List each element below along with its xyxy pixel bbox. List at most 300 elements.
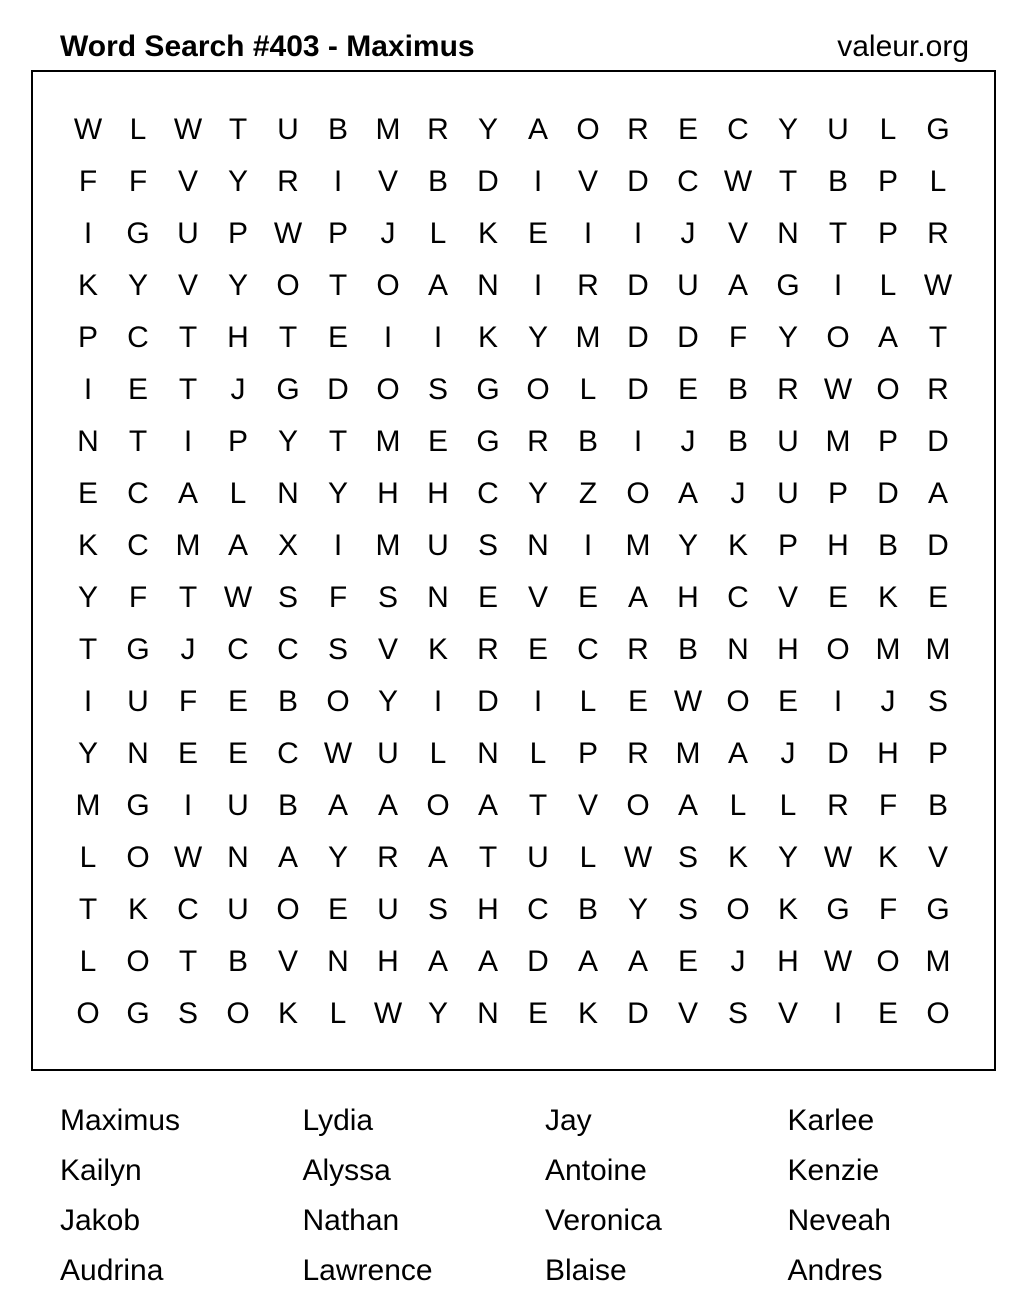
grid-letter: S <box>377 581 398 614</box>
grid-letter: H <box>677 581 699 614</box>
grid-letter: W <box>323 737 353 770</box>
grid-letter: S <box>427 893 448 926</box>
grid-letter: A <box>177 477 198 510</box>
grid-letter: V <box>177 269 198 302</box>
grid-letter: H <box>227 321 249 354</box>
grid-letter: D <box>627 373 649 406</box>
grid-letter: G <box>776 269 800 302</box>
grid-letter: B <box>877 529 898 562</box>
grid-letter: J <box>880 685 896 718</box>
grid-letter: Y <box>427 997 448 1030</box>
grid-letter: K <box>777 893 798 926</box>
grid-letter: W <box>223 581 253 614</box>
grid-letter: L <box>429 737 447 770</box>
grid-letter: W <box>273 217 303 250</box>
grid-letter: D <box>827 737 849 770</box>
grid-letter: A <box>527 113 548 146</box>
grid-letter: U <box>827 113 849 146</box>
grid-letter: B <box>927 789 948 822</box>
word-list-item: Andres <box>787 1254 883 1287</box>
grid-letter: O <box>426 789 450 822</box>
grid-letter: M <box>375 425 401 458</box>
grid-letter: B <box>327 113 348 146</box>
grid-letter: G <box>126 789 150 822</box>
word-list-item: Maximus <box>60 1104 181 1137</box>
grid-letter: U <box>427 529 449 562</box>
grid-letter: N <box>527 529 549 562</box>
grid-letter: B <box>727 425 748 458</box>
grid-letter: C <box>127 529 149 562</box>
grid-letter: J <box>780 737 796 770</box>
grid-letter: W <box>173 841 203 874</box>
grid-letter: A <box>327 789 348 822</box>
grid-letter: K <box>427 633 448 666</box>
grid-letter: S <box>927 685 948 718</box>
grid-letter: U <box>377 737 399 770</box>
grid-letter: K <box>477 321 498 354</box>
grid-letter: I <box>633 425 643 458</box>
grid-letter: J <box>180 633 196 666</box>
grid-letter: O <box>576 113 600 146</box>
grid-letter: A <box>727 269 748 302</box>
grid-letter: N <box>327 945 349 978</box>
grid-letter: D <box>477 165 499 198</box>
word-list-item: Lawrence <box>302 1254 433 1287</box>
grid-letter: T <box>228 113 248 146</box>
grid-letter: G <box>126 217 150 250</box>
grid-letter: K <box>877 581 898 614</box>
grid-letter: F <box>128 165 148 198</box>
grid-letter: H <box>427 477 449 510</box>
grid-letter: K <box>77 529 98 562</box>
grid-letter: Y <box>327 477 348 510</box>
grid-letter: A <box>477 945 498 978</box>
grid-letter: R <box>527 425 549 458</box>
grid-letter: O <box>326 685 350 718</box>
grid-letter: I <box>533 269 543 302</box>
grid-letter: W <box>73 113 103 146</box>
grid-letter: M <box>875 633 901 666</box>
grid-letter: I <box>633 217 643 250</box>
grid-letter: Y <box>327 841 348 874</box>
grid-letter: R <box>377 841 399 874</box>
grid-letter: C <box>677 165 699 198</box>
grid-letter: R <box>627 737 649 770</box>
grid-letter: H <box>877 737 899 770</box>
grid-letter: A <box>877 321 898 354</box>
grid-letter: C <box>277 737 299 770</box>
grid-letter: V <box>277 945 298 978</box>
grid-letter: W <box>173 113 203 146</box>
grid-letter: E <box>527 633 548 666</box>
word-list-item: Antoine <box>545 1154 647 1187</box>
grid-letter: E <box>327 893 348 926</box>
grid-letter: R <box>927 373 949 406</box>
grid-letter: M <box>925 945 951 978</box>
grid-letter: I <box>83 373 93 406</box>
grid-letter: I <box>583 217 593 250</box>
word-list-item: Alyssa <box>302 1154 391 1187</box>
grid-letter: O <box>226 997 250 1030</box>
grid-letter: S <box>677 841 698 874</box>
grid-letter: S <box>477 529 498 562</box>
grid-letter: K <box>77 269 98 302</box>
grid-letter: E <box>477 581 498 614</box>
grid-letter: N <box>477 737 499 770</box>
grid-letter: P <box>577 737 598 770</box>
grid-letter: P <box>927 737 948 770</box>
grid-letter: E <box>527 997 548 1030</box>
grid-letter: I <box>83 217 93 250</box>
grid-letter: Y <box>777 321 798 354</box>
grid-letter: M <box>175 529 201 562</box>
grid-letter: E <box>877 997 898 1030</box>
grid-letter: E <box>827 581 848 614</box>
grid-letter: J <box>730 477 746 510</box>
grid-letter: R <box>627 633 649 666</box>
grid-letter: U <box>677 269 699 302</box>
grid-letter: P <box>877 217 898 250</box>
grid-letter: E <box>527 217 548 250</box>
grid-letter: D <box>527 945 549 978</box>
grid-letter: D <box>627 165 649 198</box>
grid-letter: L <box>779 789 797 822</box>
grid-letter: E <box>677 113 698 146</box>
grid-letter: G <box>126 633 150 666</box>
grid-letter: J <box>230 373 246 406</box>
grid-letter: T <box>828 217 848 250</box>
grid-letter: H <box>377 477 399 510</box>
grid-letter: B <box>827 165 848 198</box>
grid-letter: O <box>126 841 150 874</box>
grid-letter: Y <box>527 321 548 354</box>
grid-letter: L <box>879 269 897 302</box>
grid-letter: Y <box>227 269 248 302</box>
grid-letter: R <box>577 269 599 302</box>
grid-letter: Y <box>477 113 498 146</box>
grid-letter: E <box>627 685 648 718</box>
grid-letter: G <box>826 893 850 926</box>
grid-letter: E <box>177 737 198 770</box>
grid-letter: B <box>277 789 298 822</box>
grid-letter: G <box>476 373 500 406</box>
grid-letter: I <box>83 685 93 718</box>
grid-letter: C <box>127 477 149 510</box>
grid-letter: V <box>177 165 198 198</box>
grid-letter: V <box>727 217 748 250</box>
grid-letter: C <box>577 633 599 666</box>
grid-letter: R <box>427 113 449 146</box>
grid-letter: C <box>227 633 249 666</box>
grid-letter: W <box>823 945 853 978</box>
grid-letter: I <box>183 789 193 822</box>
grid-letter: W <box>673 685 703 718</box>
word-list-item: Audrina <box>60 1254 164 1287</box>
grid-letter: B <box>677 633 698 666</box>
grid-letter: I <box>833 269 843 302</box>
grid-letter: K <box>577 997 598 1030</box>
grid-letter: E <box>227 685 248 718</box>
grid-letter: H <box>377 945 399 978</box>
grid-letter: M <box>375 529 401 562</box>
grid-letter: E <box>777 685 798 718</box>
grid-letter: U <box>377 893 399 926</box>
grid-letter: T <box>128 425 148 458</box>
grid-letter: J <box>730 945 746 978</box>
grid-letter: B <box>577 893 598 926</box>
grid-letter: W <box>723 165 753 198</box>
grid-letter: N <box>427 581 449 614</box>
word-list-item: Kenzie <box>787 1154 880 1187</box>
grid-letter: C <box>727 581 749 614</box>
grid-letter: O <box>826 633 850 666</box>
grid-letter: T <box>178 581 198 614</box>
grid-letter: P <box>227 217 248 250</box>
grid-letter: A <box>627 945 648 978</box>
grid-letter: A <box>677 477 698 510</box>
grid-letter: O <box>876 373 900 406</box>
grid-letter: C <box>177 893 199 926</box>
grid-letter: Y <box>77 581 98 614</box>
grid-letter: O <box>626 789 650 822</box>
word-list-item: Jakob <box>60 1204 141 1237</box>
grid-letter: E <box>927 581 948 614</box>
grid-letter: G <box>276 373 300 406</box>
grid-letter: O <box>726 893 750 926</box>
grid-letter: W <box>373 997 403 1030</box>
grid-letter: V <box>527 581 548 614</box>
grid-letter: O <box>376 373 400 406</box>
grid-letter: U <box>527 841 549 874</box>
grid-letter: C <box>727 113 749 146</box>
grid-letter: I <box>533 685 543 718</box>
word-list-item: Veronica <box>545 1204 662 1237</box>
grid-letter: W <box>823 373 853 406</box>
grid-letter: A <box>727 737 748 770</box>
grid-letter: T <box>478 841 498 874</box>
grid-letter: N <box>477 269 499 302</box>
grid-letter: A <box>477 789 498 822</box>
grid-letter: L <box>429 217 447 250</box>
grid-letter: A <box>277 841 298 874</box>
grid-letter: O <box>826 321 850 354</box>
grid-letter: M <box>575 321 601 354</box>
grid-letter: P <box>227 425 248 458</box>
grid-letter: N <box>127 737 149 770</box>
grid-letter: F <box>328 581 348 614</box>
word-list-item: Jay <box>545 1104 592 1137</box>
grid-letter: O <box>626 477 650 510</box>
grid-letter: Y <box>777 113 798 146</box>
puzzle-title: Word Search #403 - Maximus <box>60 30 475 63</box>
grid-letter: R <box>777 373 799 406</box>
grid-letter: R <box>627 113 649 146</box>
grid-letter: O <box>526 373 550 406</box>
grid-letter: U <box>777 477 799 510</box>
word-list-item: Nathan <box>302 1204 400 1237</box>
grid-letter: L <box>79 945 97 978</box>
grid-letter: P <box>877 425 898 458</box>
grid-letter: E <box>577 581 598 614</box>
grid-letter: D <box>677 321 699 354</box>
grid-letter: W <box>623 841 653 874</box>
grid-letter: F <box>728 321 748 354</box>
grid-letter: U <box>227 893 249 926</box>
grid-letter: U <box>127 685 149 718</box>
grid-letter: L <box>879 113 897 146</box>
grid-letter: L <box>529 737 547 770</box>
grid-letter: O <box>926 997 950 1030</box>
grid-letter: E <box>77 477 98 510</box>
grid-letter: J <box>680 217 696 250</box>
grid-letter: E <box>327 321 348 354</box>
grid-letter: A <box>627 581 648 614</box>
grid-letter: T <box>78 893 98 926</box>
grid-letter: Y <box>677 529 698 562</box>
grid-letter: V <box>377 165 398 198</box>
grid-letter: O <box>876 945 900 978</box>
grid-letter: V <box>577 789 598 822</box>
grid-letter: T <box>78 633 98 666</box>
grid-letter: O <box>276 893 300 926</box>
grid-letter: F <box>878 893 898 926</box>
grid-letter: I <box>433 321 443 354</box>
grid-letter: T <box>328 269 348 302</box>
grid-letter: J <box>680 425 696 458</box>
grid-letter: N <box>277 477 299 510</box>
grid-letter: F <box>178 685 198 718</box>
grid-letter: T <box>178 321 198 354</box>
grid-letter: E <box>227 737 248 770</box>
grid-letter: I <box>583 529 593 562</box>
grid-letter: N <box>777 217 799 250</box>
grid-letter: J <box>380 217 396 250</box>
grid-letter: P <box>77 321 98 354</box>
grid-letter: O <box>76 997 100 1030</box>
grid-letter: R <box>927 217 949 250</box>
grid-letter: Y <box>277 425 298 458</box>
grid-letter: T <box>278 321 298 354</box>
grid-letter: L <box>79 841 97 874</box>
site-name: valeur.org <box>837 30 969 63</box>
grid-letter: S <box>177 997 198 1030</box>
grid-letter: T <box>178 373 198 406</box>
grid-letter: U <box>177 217 199 250</box>
grid-letter: M <box>375 113 401 146</box>
grid-letter: U <box>777 425 799 458</box>
grid-letter: E <box>677 373 698 406</box>
grid-letter: G <box>926 113 950 146</box>
grid-letter: L <box>729 789 747 822</box>
grid-letter: K <box>877 841 898 874</box>
grid-letter: E <box>127 373 148 406</box>
grid-letter: V <box>777 997 798 1030</box>
grid-letter: B <box>427 165 448 198</box>
grid-letter: R <box>477 633 499 666</box>
grid-letter: E <box>677 945 698 978</box>
grid-letter: W <box>923 269 953 302</box>
grid-letter: M <box>75 789 101 822</box>
grid-letter: Y <box>527 477 548 510</box>
grid-letter: V <box>677 997 698 1030</box>
grid-letter: U <box>227 789 249 822</box>
grid-letter: T <box>328 425 348 458</box>
grid-letter: I <box>383 321 393 354</box>
grid-letter: C <box>277 633 299 666</box>
grid-letter: V <box>927 841 948 874</box>
grid-letter: A <box>427 945 448 978</box>
grid-letter: L <box>579 685 597 718</box>
grid-letter: I <box>183 425 193 458</box>
grid-letter: Y <box>227 165 248 198</box>
grid-letter: S <box>277 581 298 614</box>
grid-letter: G <box>126 997 150 1030</box>
grid-letter: A <box>427 269 448 302</box>
grid-letter: Y <box>627 893 648 926</box>
grid-letter: I <box>833 997 843 1030</box>
grid-letter: S <box>677 893 698 926</box>
grid-letter: Y <box>377 685 398 718</box>
grid-letter: Y <box>777 841 798 874</box>
grid-letter: M <box>825 425 851 458</box>
grid-letter: D <box>327 373 349 406</box>
grid-letter: A <box>377 789 398 822</box>
grid-letter: B <box>727 373 748 406</box>
grid-letter: P <box>827 477 848 510</box>
grid-letter: L <box>579 841 597 874</box>
word-list-item: Neveah <box>787 1204 891 1237</box>
grid-letter: K <box>727 529 748 562</box>
grid-letter: P <box>327 217 348 250</box>
grid-letter: W <box>823 841 853 874</box>
grid-letter: Y <box>77 737 98 770</box>
grid-letter: T <box>928 321 948 354</box>
grid-letter: A <box>427 841 448 874</box>
grid-letter: D <box>477 685 499 718</box>
grid-letter: D <box>877 477 899 510</box>
grid-letter: X <box>277 529 298 562</box>
grid-letter: L <box>129 113 147 146</box>
grid-letter: M <box>925 633 951 666</box>
grid-letter: S <box>427 373 448 406</box>
grid-letter: L <box>579 373 597 406</box>
grid-letter: A <box>577 945 598 978</box>
grid-letter: K <box>727 841 748 874</box>
grid-letter: G <box>926 893 950 926</box>
grid-letter: Z <box>578 477 598 510</box>
grid-letter: V <box>577 165 598 198</box>
grid-letter: O <box>126 945 150 978</box>
grid-letter: N <box>227 841 249 874</box>
grid-letter: T <box>178 945 198 978</box>
grid-letter: H <box>477 893 499 926</box>
word-list-item: Karlee <box>787 1104 875 1137</box>
grid-letter: H <box>777 633 799 666</box>
grid-letter: O <box>276 269 300 302</box>
grid-letter: C <box>527 893 549 926</box>
word-list-item: Blaise <box>545 1254 627 1287</box>
grid-letter: I <box>333 529 343 562</box>
grid-letter: N <box>77 425 99 458</box>
grid-letter: B <box>227 945 248 978</box>
grid-letter: F <box>878 789 898 822</box>
grid-letter: V <box>777 581 798 614</box>
grid-letter: O <box>726 685 750 718</box>
grid-letter: K <box>477 217 498 250</box>
grid-letter: C <box>477 477 499 510</box>
grid-letter: M <box>625 529 651 562</box>
grid-letter: F <box>128 581 148 614</box>
